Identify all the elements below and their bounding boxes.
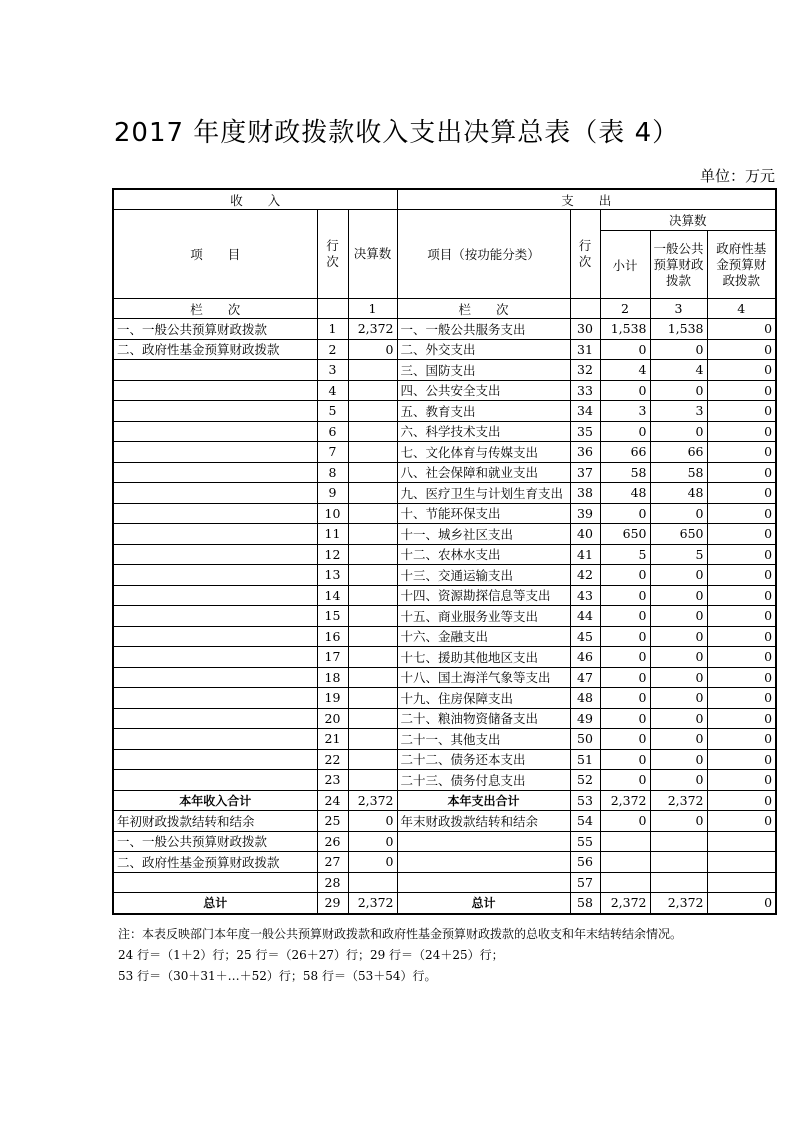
expense-fund-cell: 0 xyxy=(707,770,776,791)
table-notes xyxy=(118,924,682,987)
expense-general-cell: 650 xyxy=(650,524,707,545)
income-item-cell xyxy=(113,626,317,647)
general-budget-header: 一般公共预算财政拨款 xyxy=(650,231,707,299)
table-row xyxy=(113,831,776,852)
expense-item-cell: 十九、住房保障支出 xyxy=(397,688,570,709)
income-amount-cell xyxy=(348,524,397,545)
income-item-cell: 一、一般公共预算财政拨款 xyxy=(113,831,317,852)
income-amount-cell xyxy=(348,565,397,586)
expense-subtotal-cell: 58 xyxy=(600,462,650,483)
note-line: 注：本表反映部门本年度一般公共预算财政拨款和政府性基金预算财政拨款的总收支和年末结转结余情况。 xyxy=(118,927,683,941)
expense-fund-cell: 0 xyxy=(707,360,776,381)
expense-item-cell: 二、外交支出 xyxy=(397,339,570,360)
expense-fund-cell: 0 xyxy=(707,790,776,811)
table-row xyxy=(113,442,776,463)
income-item-cell: 年初财政拨款结转和结余 xyxy=(113,811,317,832)
income-item-cell xyxy=(113,544,317,565)
expense-subtotal-cell: 0 xyxy=(600,380,650,401)
expense-general-cell: 2,372 xyxy=(650,790,707,811)
income-item-cell: 二、政府性基金预算财政拨款 xyxy=(113,852,317,873)
expense-subtotal-cell: 5 xyxy=(600,544,650,565)
expense-item-cell: 一、一般公共服务支出 xyxy=(397,319,570,340)
income-row-no-cell: 25 xyxy=(317,811,348,832)
expense-general-cell: 0 xyxy=(650,565,707,586)
expense-row-no-cell: 41 xyxy=(570,544,600,565)
expense-row-no-cell: 33 xyxy=(570,380,600,401)
expense-row-no-cell: 45 xyxy=(570,626,600,647)
expense-subtotal-cell: 0 xyxy=(600,626,650,647)
expense-item-cell: 七、文化体育与传媒支出 xyxy=(397,442,570,463)
budget-table xyxy=(112,188,777,915)
expense-fund-cell: 0 xyxy=(707,647,776,668)
income-item-cell xyxy=(113,708,317,729)
expense-row-no-cell: 42 xyxy=(570,565,600,586)
table-row xyxy=(113,401,776,422)
income-amount-cell: 0 xyxy=(348,339,397,360)
col-4-label: 4 xyxy=(707,299,776,319)
expense-item-cell: 三、国防支出 xyxy=(397,360,570,381)
income-item-cell xyxy=(113,770,317,791)
expense-subtotal-cell: 0 xyxy=(600,421,650,442)
expense-subtotal-cell: 0 xyxy=(600,811,650,832)
expense-row-no-cell: 37 xyxy=(570,462,600,483)
expense-item-cell: 年末财政拨款结转和结余 xyxy=(397,811,570,832)
expense-row-no-cell: 48 xyxy=(570,688,600,709)
income-row-no-cell: 2 xyxy=(317,339,348,360)
expense-fund-cell: 0 xyxy=(707,708,776,729)
expense-subtotal-cell: 1,538 xyxy=(600,319,650,340)
expense-row-no-cell: 50 xyxy=(570,729,600,750)
income-item-cell xyxy=(113,606,317,627)
expense-general-cell: 4 xyxy=(650,360,707,381)
expense-subtotal-cell: 0 xyxy=(600,667,650,688)
table-row xyxy=(113,524,776,545)
income-item-cell xyxy=(113,667,317,688)
expense-subtotal-cell: 66 xyxy=(600,442,650,463)
income-item-cell xyxy=(113,565,317,586)
unit-label: 单位：万元 xyxy=(699,167,775,185)
table-row xyxy=(113,544,776,565)
table-row xyxy=(113,339,776,360)
income-item-cell xyxy=(113,483,317,504)
expense-item-cell: 二十一、其他支出 xyxy=(397,729,570,750)
income-amount-cell xyxy=(348,585,397,606)
expense-subtotal-cell: 0 xyxy=(600,339,650,360)
income-row-no-cell: 9 xyxy=(317,483,348,504)
expense-general-cell: 0 xyxy=(650,667,707,688)
income-item-cell: 本年收入合计 xyxy=(113,790,317,811)
expense-fund-cell: 0 xyxy=(707,319,776,340)
expense-fund-cell: 0 xyxy=(707,401,776,422)
expense-subtotal-cell: 0 xyxy=(600,606,650,627)
income-row-no-cell: 5 xyxy=(317,401,348,422)
income-item-cell: 二、政府性基金预算财政拨款 xyxy=(113,339,317,360)
table-row xyxy=(113,565,776,586)
expense-row-no-cell: 57 xyxy=(570,872,600,893)
table-row xyxy=(113,626,776,647)
income-amount-cell xyxy=(348,442,397,463)
income-row-no-cell: 23 xyxy=(317,770,348,791)
income-amount-cell: 0 xyxy=(348,852,397,873)
expense-fund-cell: 0 xyxy=(707,626,776,647)
expense-item-cell xyxy=(397,872,570,893)
income-amount-cell xyxy=(348,380,397,401)
expense-row-no-cell: 55 xyxy=(570,831,600,852)
expense-fund-cell: 0 xyxy=(707,811,776,832)
income-item-cell: 总计 xyxy=(113,893,317,914)
table-row xyxy=(113,360,776,381)
expense-fund-cell: 0 xyxy=(707,462,776,483)
income-row-no-cell: 17 xyxy=(317,647,348,668)
expense-subtotal-cell: 0 xyxy=(600,565,650,586)
expense-subtotal-cell: 0 xyxy=(600,585,650,606)
expense-general-cell: 58 xyxy=(650,462,707,483)
expense-fund-cell: 0 xyxy=(707,893,776,914)
table-row xyxy=(113,380,776,401)
income-amount-cell xyxy=(348,729,397,750)
expense-subtotal-cell: 0 xyxy=(600,503,650,524)
expense-item-cell: 十三、交通运输支出 xyxy=(397,565,570,586)
expense-item-cell: 四、公共安全支出 xyxy=(397,380,570,401)
expense-item-cell: 十四、资源勘探信息等支出 xyxy=(397,585,570,606)
expense-item-cell: 十、节能环保支出 xyxy=(397,503,570,524)
expense-row-no-cell: 44 xyxy=(570,606,600,627)
expense-item-cell: 总计 xyxy=(397,893,570,914)
income-amount-cell: 0 xyxy=(348,831,397,852)
expense-general-cell: 1,538 xyxy=(650,319,707,340)
expense-general-cell: 48 xyxy=(650,483,707,504)
income-row-no-cell: 24 xyxy=(317,790,348,811)
expense-header: 支 出 xyxy=(397,189,776,210)
income-amount-cell: 2,372 xyxy=(348,319,397,340)
income-amount-cell xyxy=(348,667,397,688)
expense-item-cell xyxy=(397,852,570,873)
income-amount-cell xyxy=(348,421,397,442)
row-no-header-2: 行次 xyxy=(570,210,600,299)
expense-fund-cell: 0 xyxy=(707,749,776,770)
table-row xyxy=(113,319,776,340)
income-header: 收 入 xyxy=(113,189,397,210)
expense-general-cell: 2,372 xyxy=(650,893,707,914)
expense-general-cell: 0 xyxy=(650,380,707,401)
expense-row-no-cell: 54 xyxy=(570,811,600,832)
expense-row-no-cell: 35 xyxy=(570,421,600,442)
table-row xyxy=(113,667,776,688)
income-item-cell xyxy=(113,442,317,463)
table-row xyxy=(113,893,776,914)
table-row xyxy=(113,749,776,770)
expense-row-no-cell: 49 xyxy=(570,708,600,729)
final-header: 决算数 xyxy=(600,210,776,231)
income-item-cell xyxy=(113,749,317,770)
income-item-cell xyxy=(113,462,317,483)
income-amount-cell xyxy=(348,708,397,729)
col-3-label: 3 xyxy=(650,299,707,319)
col-1-label: 1 xyxy=(348,299,397,319)
expense-row-no-cell: 43 xyxy=(570,585,600,606)
expense-general-cell: 0 xyxy=(650,811,707,832)
income-amount-cell: 2,372 xyxy=(348,790,397,811)
expense-subtotal-cell: 0 xyxy=(600,729,650,750)
table-row xyxy=(113,647,776,668)
income-row-no-cell: 12 xyxy=(317,544,348,565)
income-item-cell xyxy=(113,729,317,750)
table-row xyxy=(113,852,776,873)
income-row-no-cell: 21 xyxy=(317,729,348,750)
expense-subtotal-cell: 650 xyxy=(600,524,650,545)
expense-general-cell: 0 xyxy=(650,647,707,668)
expense-general-cell: 0 xyxy=(650,749,707,770)
expense-fund-cell: 0 xyxy=(707,606,776,627)
table-row xyxy=(113,585,776,606)
expense-general-cell: 0 xyxy=(650,770,707,791)
expense-fund-cell xyxy=(707,852,776,873)
expense-item-cell: 十六、金融支出 xyxy=(397,626,570,647)
income-row-no-cell: 22 xyxy=(317,749,348,770)
expense-general-cell: 0 xyxy=(650,585,707,606)
income-row-no-cell: 13 xyxy=(317,565,348,586)
expense-fund-cell xyxy=(707,872,776,893)
expense-item-cell: 六、科学技术支出 xyxy=(397,421,570,442)
income-item-cell xyxy=(113,401,317,422)
expense-subtotal-cell: 3 xyxy=(600,401,650,422)
income-row-no-cell: 19 xyxy=(317,688,348,709)
expense-general-cell: 3 xyxy=(650,401,707,422)
expense-fund-cell: 0 xyxy=(707,524,776,545)
expense-general-cell: 0 xyxy=(650,606,707,627)
expense-item-cell xyxy=(397,831,570,852)
expense-fund-cell: 0 xyxy=(707,544,776,565)
table-row xyxy=(113,811,776,832)
expense-subtotal-cell: 4 xyxy=(600,360,650,381)
expense-row-no-cell: 32 xyxy=(570,360,600,381)
expense-subtotal-cell: 48 xyxy=(600,483,650,504)
page-title: 2017 年度财政拨款收入支出决算总表（表 4） xyxy=(113,118,680,148)
income-row-no-cell: 4 xyxy=(317,380,348,401)
income-row-no-cell: 14 xyxy=(317,585,348,606)
income-row-no-cell: 7 xyxy=(317,442,348,463)
table-row xyxy=(113,606,776,627)
table-row xyxy=(113,790,776,811)
income-row-no-cell: 6 xyxy=(317,421,348,442)
income-amount-cell: 0 xyxy=(348,811,397,832)
expense-row-no-cell: 30 xyxy=(570,319,600,340)
fund-budget-header: 政府性基金预算财政拨款 xyxy=(707,231,776,299)
expense-row-no-cell: 51 xyxy=(570,749,600,770)
income-item-cell xyxy=(113,421,317,442)
expense-fund-cell: 0 xyxy=(707,421,776,442)
income-amount-cell xyxy=(348,647,397,668)
expense-general-cell: 0 xyxy=(650,339,707,360)
expense-subtotal-cell: 0 xyxy=(600,749,650,770)
income-amount-cell xyxy=(348,503,397,524)
expense-row-no-cell: 46 xyxy=(570,647,600,668)
expense-item-cell: 五、教育支出 xyxy=(397,401,570,422)
income-amount-cell xyxy=(348,688,397,709)
table-row xyxy=(113,729,776,750)
expense-item-cell: 十五、商业服务业等支出 xyxy=(397,606,570,627)
income-item-cell xyxy=(113,647,317,668)
income-row-no-cell: 10 xyxy=(317,503,348,524)
subtotal-header: 小计 xyxy=(600,231,650,299)
expense-general-cell: 0 xyxy=(650,729,707,750)
expense-row-no-cell: 31 xyxy=(570,339,600,360)
expense-row-no-cell: 39 xyxy=(570,503,600,524)
expense-row-no-cell: 34 xyxy=(570,401,600,422)
income-item-cell xyxy=(113,872,317,893)
expense-general-cell xyxy=(650,831,707,852)
income-item-cell xyxy=(113,380,317,401)
income-item-cell xyxy=(113,503,317,524)
expense-fund-cell: 0 xyxy=(707,688,776,709)
expense-subtotal-cell: 0 xyxy=(600,708,650,729)
expense-general-cell xyxy=(650,852,707,873)
income-amount-cell xyxy=(348,626,397,647)
income-amount-cell xyxy=(348,544,397,565)
income-row-no-cell: 29 xyxy=(317,893,348,914)
expense-row-no-cell: 47 xyxy=(570,667,600,688)
table-row xyxy=(113,421,776,442)
table-row xyxy=(113,688,776,709)
item-header: 项 目 xyxy=(113,210,317,299)
row-no-header: 行次 xyxy=(317,210,348,299)
expense-item-cell: 十八、国土海洋气象等支出 xyxy=(397,667,570,688)
expense-fund-cell: 0 xyxy=(707,667,776,688)
income-row-no-cell: 16 xyxy=(317,626,348,647)
income-row-no-cell: 3 xyxy=(317,360,348,381)
table-row xyxy=(113,770,776,791)
expense-item-cell: 九、医疗卫生与计划生育支出 xyxy=(397,483,570,504)
expense-subtotal-cell xyxy=(600,852,650,873)
col-2-label: 2 xyxy=(600,299,650,319)
expense-general-cell: 0 xyxy=(650,421,707,442)
income-amount-cell xyxy=(348,360,397,381)
income-row-no-cell: 18 xyxy=(317,667,348,688)
expense-item-cell: 二十二、债务还本支出 xyxy=(397,749,570,770)
expense-row-no-cell: 36 xyxy=(570,442,600,463)
expense-general-cell: 0 xyxy=(650,503,707,524)
expense-general-cell: 0 xyxy=(650,626,707,647)
table-row xyxy=(113,708,776,729)
income-item-cell: 一、一般公共预算财政拨款 xyxy=(113,319,317,340)
expense-fund-cell xyxy=(707,831,776,852)
expense-row-no-cell: 52 xyxy=(570,770,600,791)
expense-row-no-cell: 53 xyxy=(570,790,600,811)
expense-item-cell: 十七、援助其他地区支出 xyxy=(397,647,570,668)
expense-fund-cell: 0 xyxy=(707,729,776,750)
expense-general-cell xyxy=(650,872,707,893)
income-row-no-cell: 11 xyxy=(317,524,348,545)
income-item-cell xyxy=(113,585,317,606)
expense-fund-cell: 0 xyxy=(707,585,776,606)
income-row-no-cell: 27 xyxy=(317,852,348,873)
income-row-no-cell: 1 xyxy=(317,319,348,340)
expense-row-no-cell: 56 xyxy=(570,852,600,873)
income-item-cell xyxy=(113,360,317,381)
table-row xyxy=(113,872,776,893)
expense-item-cell: 二十三、债务付息支出 xyxy=(397,770,570,791)
expense-general-cell: 0 xyxy=(650,708,707,729)
lanci-label-2: 栏 次 xyxy=(397,299,570,319)
expense-fund-cell: 0 xyxy=(707,483,776,504)
table-row xyxy=(113,503,776,524)
expense-subtotal-cell xyxy=(600,831,650,852)
amount-header: 决算数 xyxy=(348,210,397,299)
expense-row-no-cell: 38 xyxy=(570,483,600,504)
func-item-header: 项目（按功能分类） xyxy=(397,210,570,299)
expense-subtotal-cell xyxy=(600,872,650,893)
expense-subtotal-cell: 0 xyxy=(600,770,650,791)
income-row-no-cell: 28 xyxy=(317,872,348,893)
income-row-no-cell: 15 xyxy=(317,606,348,627)
income-amount-cell xyxy=(348,749,397,770)
note-line: 24 行＝（1＋2）行；25 行＝（26＋27）行；29 行＝（24＋25）行； xyxy=(118,948,504,962)
note-line: 53 行＝（30＋31＋…＋52）行；58 行＝（53＋54）行。 xyxy=(118,969,437,983)
expense-fund-cell: 0 xyxy=(707,442,776,463)
income-amount-cell xyxy=(348,483,397,504)
income-row-no-cell: 8 xyxy=(317,462,348,483)
expense-subtotal-cell: 2,372 xyxy=(600,790,650,811)
table-row xyxy=(113,483,776,504)
income-amount-cell xyxy=(348,872,397,893)
expense-fund-cell: 0 xyxy=(707,339,776,360)
income-row-no-cell: 20 xyxy=(317,708,348,729)
expense-fund-cell: 0 xyxy=(707,503,776,524)
lanci-label: 栏 次 xyxy=(113,299,317,319)
expense-row-no-cell: 40 xyxy=(570,524,600,545)
income-amount-cell xyxy=(348,401,397,422)
expense-item-cell: 十一、城乡社区支出 xyxy=(397,524,570,545)
expense-general-cell: 0 xyxy=(650,688,707,709)
expense-item-cell: 十二、农林水支出 xyxy=(397,544,570,565)
expense-subtotal-cell: 2,372 xyxy=(600,893,650,914)
expense-fund-cell: 0 xyxy=(707,565,776,586)
expense-item-cell: 八、社会保障和就业支出 xyxy=(397,462,570,483)
expense-item-cell: 本年支出合计 xyxy=(397,790,570,811)
income-row-no-cell: 26 xyxy=(317,831,348,852)
income-amount-cell: 2,372 xyxy=(348,893,397,914)
expense-fund-cell: 0 xyxy=(707,380,776,401)
expense-item-cell: 二十、粮油物资储备支出 xyxy=(397,708,570,729)
income-item-cell xyxy=(113,688,317,709)
expense-general-cell: 66 xyxy=(650,442,707,463)
expense-row-no-cell: 58 xyxy=(570,893,600,914)
income-amount-cell xyxy=(348,462,397,483)
expense-subtotal-cell: 0 xyxy=(600,647,650,668)
expense-subtotal-cell: 0 xyxy=(600,688,650,709)
income-amount-cell xyxy=(348,770,397,791)
income-item-cell xyxy=(113,524,317,545)
expense-general-cell: 5 xyxy=(650,544,707,565)
table-row xyxy=(113,462,776,483)
income-amount-cell xyxy=(348,606,397,627)
